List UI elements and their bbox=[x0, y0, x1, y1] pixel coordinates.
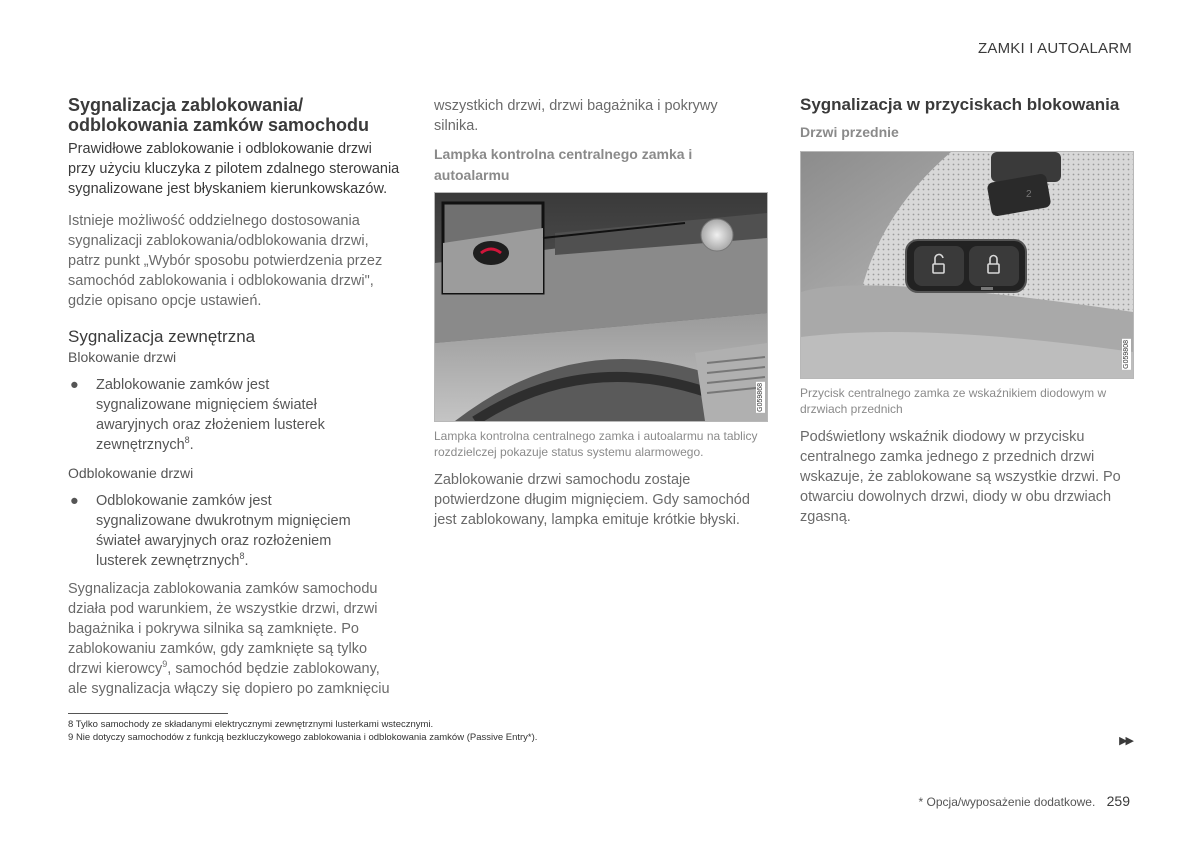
svg-text:2: 2 bbox=[1026, 189, 1032, 200]
footnote-divider bbox=[68, 713, 228, 714]
external-signal-heading: Sygnalizacja zewnętrzna bbox=[68, 327, 256, 346]
dashboard-illustration bbox=[435, 193, 767, 421]
unlock-list bbox=[68, 491, 368, 571]
body-paragraph: Zablokowanie drzwi samochodu zostaje potwierdzone długim mignięciem. Gdy samochód jest zablokowany, lampka emituje krótkie błyski. bbox=[434, 472, 750, 528]
footnote-ref[interactable]: 9 bbox=[162, 659, 168, 670]
option-note: * Opcja/wyposażenie dodatkowe. bbox=[918, 795, 1096, 809]
column-middle bbox=[434, 96, 768, 530]
page-footer bbox=[919, 793, 1130, 809]
door-button-illustration bbox=[801, 152, 1133, 378]
unlock-label: Odblokowanie drzwi bbox=[68, 465, 194, 481]
section-heading bbox=[68, 95, 408, 135]
lock-list bbox=[68, 375, 368, 455]
running-header: ZAMKI I AUTOALARM bbox=[978, 40, 1132, 57]
body-paragraph: Podświetlony wskaźnik diodowy w przycisku centralnego zamka jednego z przednich drzwi wskazuje, że zablokowane są wszystkie drzwi. Po otwarciu dowolnych drzwi, diody w obu drzwiach zgasną. bbox=[800, 429, 1121, 525]
section-heading-line1: Sygnalizacja zablokowania/ bbox=[68, 95, 304, 115]
list-item: ● Zablokowanie zamków jest sygnalizowane mignięciem świateł awaryjnych oraz złożeniem lusterek zewnętrznych$^8$. bbox=[70, 377, 325, 453]
next-page-arrows-icon[interactable]: ▶▶ bbox=[1119, 735, 1132, 747]
footnote-9: 9 Nie dotyczy samochodów z funkcją bezkluczykowego zablokowania i odblokowania zamków (Passive Entry*). bbox=[68, 732, 538, 743]
footnote-ref[interactable]: 8 bbox=[239, 551, 245, 562]
front-doors-heading: Drzwi przednie bbox=[800, 124, 899, 140]
list-item: ● Odblokowanie zamków jest sygnalizowane dwukrotnym mignięciem świateł awaryjnych oraz rozłożeniem lusterek zewnętrznych$^8$. bbox=[70, 493, 351, 569]
continued-paragraph: wszystkich drzwi, drzwi bagażnika i pokrywy silnika. bbox=[434, 98, 718, 134]
figure-caption: Lampka kontrolna centralnego zamka i autoalarmu na tablicy rozdzielczej pokazuje status systemu alarmowego. bbox=[434, 429, 758, 459]
figure-code: G059868 bbox=[757, 383, 764, 412]
figure-code: G059808 bbox=[1123, 340, 1130, 369]
dashboard-lamp-figure bbox=[434, 192, 768, 422]
page-number: 259 bbox=[1106, 793, 1130, 809]
footnote-8: 8 Tylko samochody ze składanymi elektrycznymi zewnętrznymi lusterkami wstecznymi. bbox=[68, 719, 434, 730]
footnotes bbox=[68, 718, 537, 744]
footnote-ref[interactable]: 8 bbox=[184, 435, 190, 446]
column-right bbox=[800, 95, 1134, 527]
column-left bbox=[68, 95, 408, 699]
lead-paragraph: Prawidłowe zablokowanie i odblokowanie drzwi przy użyciu kluczyka z pilotem zdalnego sterowania sygnalizowane jest błyskaniem kierunkowskazów. bbox=[68, 141, 400, 197]
door-button-figure bbox=[800, 151, 1134, 379]
section-heading-line2: odblokowania zamków samochodu bbox=[68, 115, 370, 135]
figure-caption: Przycisk centralnego zamka ze wskaźnikiem diodowym w drzwiach przednich bbox=[800, 386, 1107, 416]
indicator-lamp-heading: Lampka kontrolna centralnego zamka i autoalarmu bbox=[434, 146, 693, 183]
button-signal-heading: Sygnalizacja w przyciskach blokowania bbox=[800, 95, 1120, 114]
lock-label: Blokowanie drzwi bbox=[68, 349, 177, 365]
body-paragraph: Sygnalizacja zablokowania zamków samochodu działa pod warunkiem, że wszystkie drzwi, drzwi bagażnika i pokrywa silnika są zamknięte. Po zablokowaniu zamków, gdy zamknięte są tylko drzwi kierowcy$^9$, samochód będzie zablokowany, ale sygnalizacja włączy się dopiero po zamknięciu bbox=[68, 581, 390, 697]
settings-note: Istnieje możliwość oddzielnego dostosowania sygnalizacji zablokowania/odblokowania drzwi, patrz punkt „Wybór sposobu potwierdzenia przez samochód zablokowania i odblokowania drzwi", gdzie opisano opcje ustawień. bbox=[68, 213, 383, 309]
